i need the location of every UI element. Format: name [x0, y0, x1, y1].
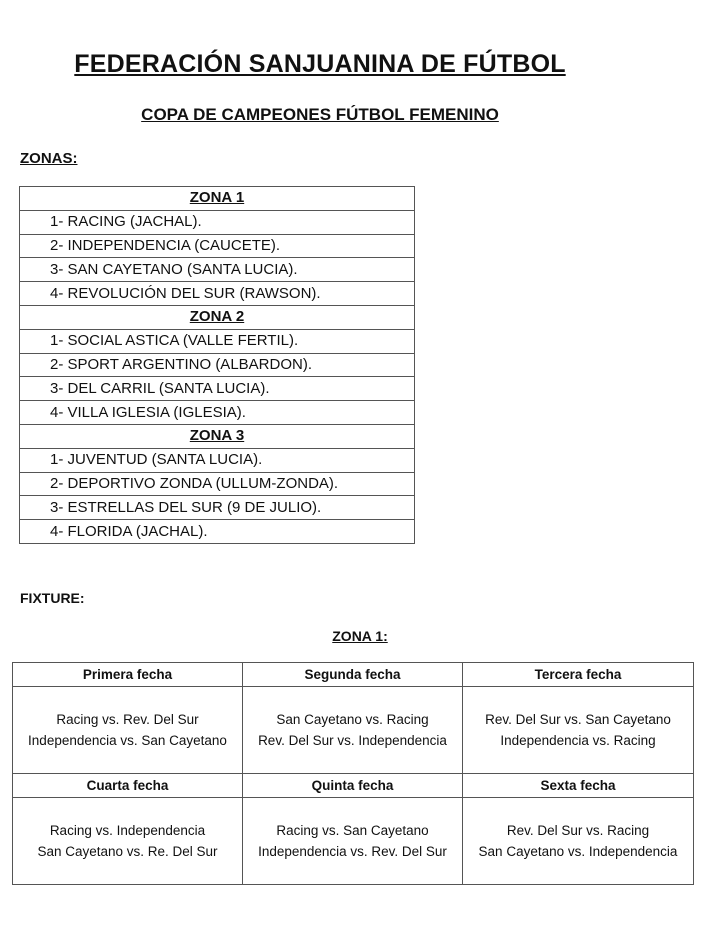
zone-header-row — [20, 424, 415, 448]
fixture-table — [12, 662, 694, 885]
match: Racing vs. Independencia — [49, 823, 206, 838]
zone-2-team-3: 3- DEL CARRIL (SANTA LUCIA). — [20, 377, 415, 401]
zones-table — [19, 186, 415, 544]
match: Independencia vs. San Cayetano — [28, 733, 227, 748]
team-row — [20, 210, 415, 234]
round-4-header: Cuarta fecha — [13, 774, 243, 798]
zone-3-team-4: 4- FLORIDA (JACHAL). — [20, 520, 415, 544]
team-row — [20, 234, 415, 258]
round-6-header: Sexta fecha — [463, 774, 694, 798]
zone-1-title: ZONA 1 — [20, 187, 415, 211]
match: Rev. Del Sur vs. San Cayetano — [485, 712, 671, 727]
zone-3-title: ZONA 3 — [20, 424, 415, 448]
fixture-header-row — [13, 663, 694, 687]
match: Independencia vs. Rev. Del Sur — [258, 844, 447, 859]
zone-1-team-4: 4- REVOLUCIÓN DEL SUR (RAWSON). — [20, 282, 415, 306]
fixture-zone-title: ZONA 1: — [332, 628, 388, 644]
match: Racing vs. San Cayetano — [276, 823, 429, 838]
zone-2-title: ZONA 2 — [20, 305, 415, 329]
team-row — [20, 258, 415, 282]
zone-2-team-2: 2- SPORT ARGENTINO (ALBARDON). — [20, 353, 415, 377]
match: San Cayetano vs. Racing — [276, 712, 429, 727]
team-row — [20, 329, 415, 353]
team-row — [20, 448, 415, 472]
zone-3-team-1: 1- JUVENTUD (SANTA LUCIA). — [20, 448, 415, 472]
team-row — [20, 401, 415, 425]
round-4-matches — [13, 798, 243, 885]
round-1-header: Primera fecha — [13, 663, 243, 687]
team-row — [20, 377, 415, 401]
fixture-header-row — [13, 774, 694, 798]
zone-3-team-3: 3- ESTRELLAS DEL SUR (9 DE JULIO). — [20, 496, 415, 520]
round-3-matches — [463, 687, 694, 774]
fixture-matches-row — [13, 798, 694, 885]
round-3-header: Tercera fecha — [463, 663, 694, 687]
round-5-header: Quinta fecha — [243, 774, 463, 798]
round-2-header: Segunda fecha — [243, 663, 463, 687]
zonas-label: ZONAS: — [20, 150, 78, 167]
zone-header-row — [20, 305, 415, 329]
match: San Cayetano vs. Independencia — [478, 844, 678, 859]
zone-3-team-2: 2- DEPORTIVO ZONDA (ULLUM-ZONDA). — [20, 472, 415, 496]
match: Independencia vs. Racing — [500, 733, 656, 748]
fixture-label: FIXTURE: — [20, 590, 85, 606]
zone-1-team-3: 3- SAN CAYETANO (SANTA LUCIA). — [20, 258, 415, 282]
match: Rev. Del Sur vs. Racing — [506, 823, 650, 838]
zone-2-team-1: 1- SOCIAL ASTICA (VALLE FERTIL). — [20, 329, 415, 353]
zone-1-team-1: 1- RACING (JACHAL). — [20, 210, 415, 234]
team-row — [20, 282, 415, 306]
zone-2-team-4: 4- VILLA IGLESIA (IGLESIA). — [20, 401, 415, 425]
fixture-matches-row — [13, 687, 694, 774]
team-row — [20, 472, 415, 496]
zone-header-row — [20, 187, 415, 211]
team-row — [20, 353, 415, 377]
match: Racing vs. Rev. Del Sur — [56, 712, 199, 727]
round-2-matches — [243, 687, 463, 774]
team-row — [20, 496, 415, 520]
match: Rev. Del Sur vs. Independencia — [258, 733, 447, 748]
document-title: FEDERACIÓN SANJUANINA DE FÚTBOL — [74, 50, 566, 78]
round-6-matches — [463, 798, 694, 885]
round-5-matches — [243, 798, 463, 885]
zone-1-team-2: 2- INDEPENDENCIA (CAUCETE). — [20, 234, 415, 258]
round-1-matches — [13, 687, 243, 774]
team-row — [20, 520, 415, 544]
match: San Cayetano vs. Re. Del Sur — [37, 844, 218, 859]
document-subtitle: COPA DE CAMPEONES FÚTBOL FEMENINO — [141, 105, 499, 124]
